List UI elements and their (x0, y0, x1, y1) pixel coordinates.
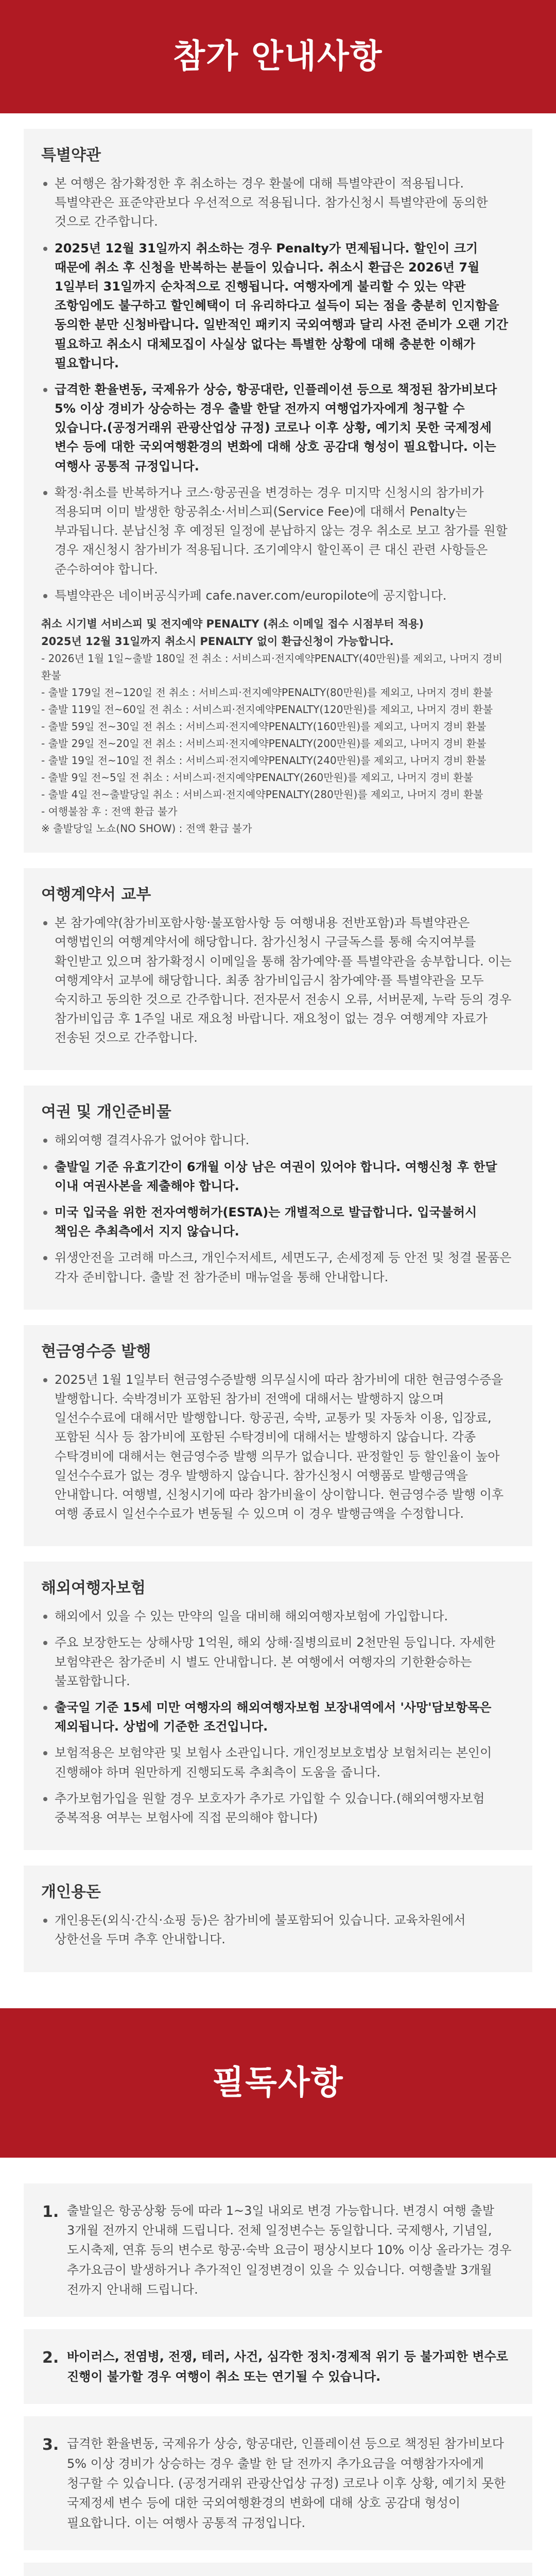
list-item: 특별약관은 네이버공식카페 cafe.naver.com/europilote에 공지합니다. (41, 586, 515, 605)
fee-line: - 출발 179일 전~120일 전 취소 : 서비스피·전지예약PENALTY(80만원)를 제외고, 나머지 경비 환불 (41, 686, 493, 699)
receipt-box (24, 1325, 532, 1547)
fee-line: - 출발 29일 전~20일 전 취소 : 서비스피·전지예약PENALTY(200만원)를 제외고, 나머지 경비 환불 (41, 737, 486, 750)
list-item: 추가보험가입을 원할 경우 보호자가 추가로 가입할 수 있습니다.(해외여행자보험 중복적용 여부는 보험사에 직접 문의해야 합니다) (41, 1789, 515, 1827)
box-title: 특별약관 (41, 146, 101, 164)
list-item (24, 2563, 532, 2576)
cancel-fee-table (41, 616, 515, 837)
receipt-list (41, 1370, 515, 1524)
list-item: 본 여행은 참가확정한 후 취소하는 경우 환불에 대해 특별약관이 적용됩니다. 특별약관은 표준약관보다 우선적으로 적용됩니다. 참가신청시 특별약관에 동의한 것으로 간주합니다. (41, 174, 515, 232)
list-item: 출국일 기준 15세 미만 여행자의 해외여행자보험 보장내역에서 '사망'담보항목은 제외됩니다. 상법에 기준한 조건입니다. (41, 1698, 515, 1736)
contract-box (24, 868, 532, 1070)
box-title: 개인용돈 (41, 1883, 101, 1902)
item-number: 3. (42, 2436, 59, 2454)
box-title: 해외여행자보험 (41, 1579, 146, 1598)
fee-line: - 출발 9일 전~5일 전 취소 : 서비스피·전지예약PENALTY(260만원)를 제외고, 나머지 경비 환불 (41, 771, 474, 784)
box-title: 여행계약서 교부 (41, 886, 151, 904)
special-terms-box (24, 129, 532, 853)
fee-line: - 출발 19일 전~10일 전 취소 : 서비스피·전지예약PENALTY(240만원)를 제외고, 나머지 경비 환불 (41, 754, 486, 767)
list-item: 2025년 1월 1일부터 현금영수증발행 의무실시에 따라 참가비에 대한 현금영수증을 발행합니다. 숙박경비가 포함된 참가비 전액에 대해서는 발행하지 않으며 일선수수료에 대해서만 발행합니다. 항공권, 숙박, 교통카 및 자동차 이용, 입장료, 포함된 식사 등 참가비에 포함된 수탁경비에 대해서는 발행하지 않습니다. 각종 수탁경비에 대해서는 현금영수증 발행 의무가 없습니다. 판정할인 등 할인율이 높아 일선수수료가 없는 경우 발행하지 않습니다. 참가신청시 여행품로 발행금액을 안내합니다. 여행별, 신청시기에 따라 참가비율이 상이합니다. 현금영수증 발행 이후 여행 종료시 일선수수료가 변동될 수 있으며 이 경우 발행금액을 수정합니다. (41, 1370, 515, 1524)
insurance-list (41, 1607, 515, 1827)
list-item (24, 2183, 532, 2317)
pocket-money-list (41, 1911, 515, 1949)
list-item (24, 2416, 532, 2550)
special-terms-list (41, 174, 515, 605)
list-item: 출발일 기준 유효기간이 6개월 이상 남은 여권이 있어야 합니다. 여행신청 후 한달 이내 여권사본을 제출해야 합니다. (41, 1158, 515, 1196)
section-title-must-read: 필독사항 (0, 2008, 556, 2158)
fee-line: ※ 출발당일 노쇼(NO SHOW) : 전액 환급 불가 (41, 822, 252, 835)
passport-box (24, 1086, 532, 1309)
box-title: 여권 및 개인준비물 (41, 1103, 171, 1122)
list-item: 급격한 환율변동, 국제유가 상승, 항공대란, 인플레이션 등으로 책정된 참가비보다 5% 이상 경비가 상승하는 경우 출발 한달 전까지 여행업가자에게 청구할 수 있습니다.(공정거래위 관광산업상 규정) 코로나 이후 상황, 예기치 못한 국제정세 변수 등에 대한 국외여행환경의 변화에 대해 상호 공감대 형성이 필요합니다. 이는 여행사 공통적 규정입니다. (41, 380, 515, 476)
must-read-list (0, 2158, 556, 2576)
pocket-money-box (24, 1866, 532, 1972)
item-text: 바이러스, 전염병, 전쟁, 테러, 사건, 심각한 정치·경제적 위기 등 불가피한 변수로 진행이 불가할 경우 여행이 취소 또는 연기될 수 있습니다. (67, 2349, 508, 2384)
item-number: 2. (42, 2349, 59, 2367)
contract-list (41, 913, 515, 1047)
notice-content (0, 129, 556, 1972)
item-number: 1. (42, 2202, 59, 2221)
fee-title: 취소 시기별 서비스피 및 전지예약 PENALTY (취소 이메일 접수 시점부터 적용) (41, 617, 424, 630)
fee-line: - 출발 119일 전~60일 전 취소 : 서비스피·전지예약PENALTY(120만원)를 제외고, 나머지 경비 환불 (41, 703, 493, 716)
fee-line: - 출발 4일 전~출발당일 취소 : 서비스피·전지예약PENALTY(280만원)를 제외고, 나머지 경비 환불 (41, 788, 483, 801)
fee-line: - 2026년 1월 1일~출발 180일 전 취소 : 서비스피·전지예약PENALTY(40만원)를 제외고, 나머지 경비 환불 (41, 652, 503, 682)
list-item: 보험적용은 보험약관 및 보험사 소관입니다. 개인정보보호법상 보험처리는 본인이 진행해야 하며 원만하게 진행되도록 추최측이 도움을 줍니다. (41, 1743, 515, 1782)
passport-list (41, 1131, 515, 1286)
list-item: 확정·취소를 반복하거나 코스·항공권을 변경하는 경우 미지막 신청시의 참가비가 적용되며 이미 발생한 항공취소·서비스피(Service Fee)에 대해서 Penalty는 부과됩니다. 분납신청 후 예정된 일정에 분납하지 않는 경우 취소로 보고 참가를 원할 경우 재신청시 참가비가 적용됩니다. 조기예약시 할인폭이 큰 대신 관련 사항들은 준수하여야 합니다. (41, 483, 515, 579)
list-item (24, 2329, 532, 2404)
fee-line: - 여행불참 후 : 전액 환급 불가 (41, 805, 178, 818)
fee-line: - 출발 59일 전~30일 전 취소 : 서비스피·전지예약PENALTY(160만원)를 제외고, 나머지 경비 환불 (41, 720, 486, 733)
list-item: 해외여행 결격사유가 없어야 합니다. (41, 1131, 515, 1150)
insurance-box (24, 1562, 532, 1850)
item-text: 출발일은 항공상황 등에 따라 1~3일 내외로 변경 가능합니다. 변경시 여행 출발 3개월 전까지 안내해 드립니다. 전체 일정변수는 동일합니다. 국제행사, 기념일, 도시축제, 연휴 등의 변수로 항공·숙박 요금이 평상시보다 10% 이상 올라가는 경우 추가요금이 발생하거나 추가적인 일정변경이 있을 수 있습니다. 여행출발 3개월 전까지 안내해 드립니다. (67, 2203, 512, 2297)
list-item: 해외에서 있을 수 있는 만약의 일을 대비해 해외여행자보험에 가입합니다. (41, 1607, 515, 1626)
list-item: 2025년 12월 31일까지 취소하는 경우 Penalty가 면제됩니다. 할인이 크기 때문에 취소 후 신청을 반복하는 분들이 있습니다. 취소시 환급은 2026년 7월 1일부터 31일까지 순차적으로 진행됩니다. 여행자에게 불리할 수 있는 약관 조항임에도 불구하고 할인혜택이 더 유리하다고 설득이 되는 점을 충분히 인지함을 동의한 분만 신청바랍니다. 일반적인 패키지 국외여행과 달리 사전 준비가 오랜 기간 필요하고 취소시 대체모집이 사실상 없다는 특별한 상황에 대해 충분한 이해가 필요합니다. (41, 239, 515, 373)
list-item: 본 참가예약(참가비포함사항·불포함사항 등 여행내용 전반포함)과 특별약관은 여행법인의 여행계약서에 해당합니다. 참가신청시 구글독스를 통해 숙지여부를 확인받고 있으며 참가확정시 이메일을 통해 참가예약·플 특별약관을 송부합니다. 이는 여행계약서 교부에 해당합니다. 최종 참가비입금시 참가예약·플 특별약관을 모두 숙지하고 동의한 것으로 간주합니다. 전자문서 전송시 오류, 서버문제, 누락 등의 경우 참가비입금 후 1주일 내로 재요청 바랍니다. 재요청이 없는 경우 여행계약 자료가 전송된 것으로 간주합니다. (41, 913, 515, 1047)
list-item: 위생안전을 고려해 마스크, 개인수저세트, 세면도구, 손세정제 등 안전 및 청결 물품은 각자 준비합니다. 출발 전 참가준비 매뉴얼을 통해 안내합니다. (41, 1248, 515, 1286)
section-title-notice: 참가 안내사항 (0, 0, 556, 113)
item-text: 급격한 환율변동, 국제유가 상승, 항공대란, 인플레이션 등으로 책정된 참가비보다 5% 이상 경비가 상승하는 경우 출발 한 달 전까지 추가요금을 여행참가자에게 청구할 수 있습니다. (공정거래위 관광산업상 규정) 코로나 이후 상황, 예기치 못한 국제정세 변수 등에 대한 국외여행환경의 변화에 대해 상호 공감대 형성이 필요합니다. 이는 여행사 공통적 규정입니다. (67, 2436, 506, 2530)
list-item: 미국 입국을 위한 전자여행허가(ESTA)는 개별적으로 발급합니다. 입국불허시 책임은 추최측에서 지지 않습니다. (41, 1203, 515, 1241)
list-item: 주요 보장한도는 상해사망 1억원, 해외 상해·질병의료비 2천만원 등입니다. 자세한 보험약관은 참가준비 시 별도 안내합니다. 본 여행에서 여행자의 기한환승하는 불포함합니다. (41, 1633, 515, 1691)
fee-subtitle: 2025년 12월 31일까지 취소시 PENALTY 없이 환급신청이 가능합니다. (41, 635, 394, 648)
box-title: 현금영수증 발행 (41, 1342, 151, 1361)
list-item: 개인용돈(외식·간식·쇼핑 등)은 참가비에 불포함되어 있습니다. 교육차원에서 상한선을 두며 추후 안내합니다. (41, 1911, 515, 1949)
